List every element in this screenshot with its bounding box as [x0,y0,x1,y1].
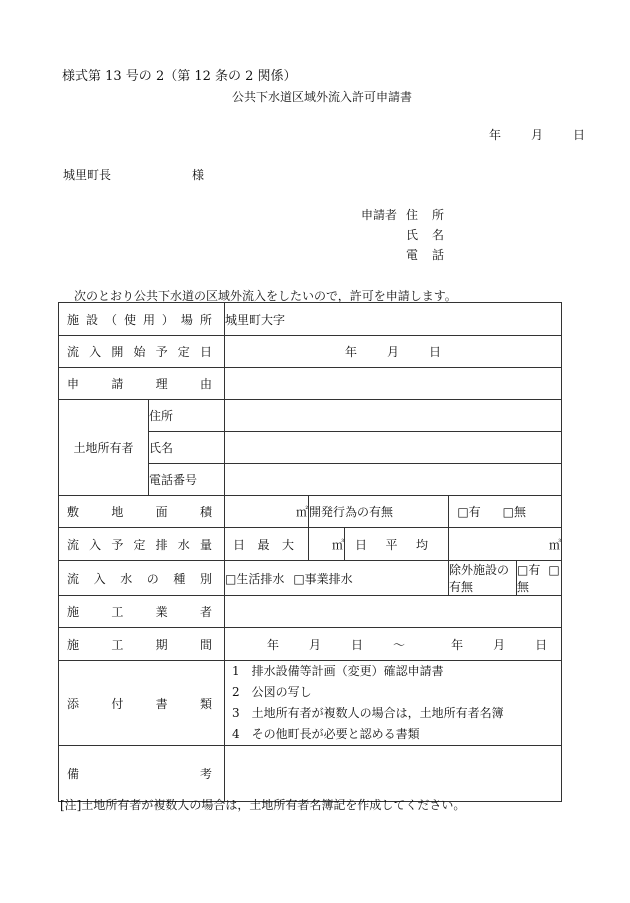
start-date-field[interactable]: 年 月 日 [225,336,562,368]
landowner-phone-label: 電話番号 [149,464,225,496]
development-label: 開発行為の有無 [309,496,449,528]
row-attachments [59,661,562,746]
removal-facility-label: 除外施設の有無 [449,561,517,596]
remarks-label: 備 考 [59,746,225,802]
applicant-name-label: 氏名 [406,228,459,242]
applicant-phone-label: 電話 [406,248,459,262]
row-period [59,628,562,661]
row-discharge [59,528,562,561]
row-landowner-address [59,400,562,432]
row-remarks [59,746,562,802]
landowner-address-field[interactable] [225,400,562,432]
water-type-label: 流 入 水 の 種 別 [59,561,225,596]
footer-note: [注]土地所有者が複数人の場合は，土地所有者名簿記を作成してください。 [60,798,466,812]
reason-field[interactable] [225,368,562,400]
applicant-address-label: 住所 [406,208,459,222]
date-month: 月 [531,128,544,142]
form-title: 公共下水道区域外流入許可申請書 [232,90,413,104]
site-area-label: 敷 地 面 積 [59,496,225,528]
date-year: 年 [489,128,502,142]
contractor-label: 施 工 業 者 [59,596,225,628]
daily-avg-label: 日 平 均 [345,528,449,561]
row-water-type [59,561,562,596]
reason-label: 申 請 理 由 [59,368,225,400]
attachments-list [225,661,562,746]
attachment-item: 1 排水設備等計画（変更）確認申請書 [232,664,444,678]
landowner-address-label: 住所 [149,400,225,432]
attachment-item: 3 土地所有者が複数人の場合は，土地所有者名簿 [232,706,504,720]
attachment-item: 2 公図の写し [232,685,312,699]
application-table [58,302,562,802]
landowner-phone-field[interactable] [225,464,562,496]
attachments-label: 添 付 書 類 [59,661,225,746]
attachment-item: 4 その他町長が必要と認める書類 [232,727,420,741]
period-label: 施 工 期 間 [59,628,225,661]
daily-max-label: 日 最 大 [225,528,309,561]
applicant-label: 申請者 [361,208,398,222]
remarks-field[interactable] [225,746,562,802]
honorific: 様 [192,168,205,182]
row-reason [59,368,562,400]
addressee: 城里町長 [63,168,112,182]
facility-location-label: 施 設 （ 使 用 ） 場 所 [59,303,225,336]
daily-max-field[interactable]: ㎥ [309,528,345,561]
contractor-field[interactable] [225,596,562,628]
water-type-options[interactable]: □生活排水 □事業排水 [225,561,449,596]
row-start-date [59,336,562,368]
date-day: 日 [573,128,586,142]
landowner-name-field[interactable] [225,432,562,464]
form-number: 様式第 13 号の 2（第 12 条の 2 関係） [62,69,297,84]
development-options[interactable]: □有 □無 [449,496,562,528]
date-line [489,126,585,143]
row-contractor [59,596,562,628]
facility-location-field[interactable]: 城里町大字 [225,303,562,336]
daily-avg-field[interactable]: ㎥ [449,528,562,561]
landowner-name-label: 氏名 [149,432,225,464]
start-date-label: 流 入 開 始 予 定 日 [59,336,225,368]
row-facility-location [59,303,562,336]
site-area-field[interactable]: ㎡ [225,496,309,528]
row-site-area [59,496,562,528]
discharge-label: 流 入 予 定 排 水 量 [59,528,225,561]
intro-text: 次のとおり公共下水道の区域外流入をしたいので，許可を申請します。 [74,289,457,303]
period-field[interactable]: 年 月 日 ～ 年 月 日 [225,628,562,661]
removal-facility-options[interactable]: □有 □無 [517,561,562,596]
landowner-label: 土地所有者 [59,400,149,496]
